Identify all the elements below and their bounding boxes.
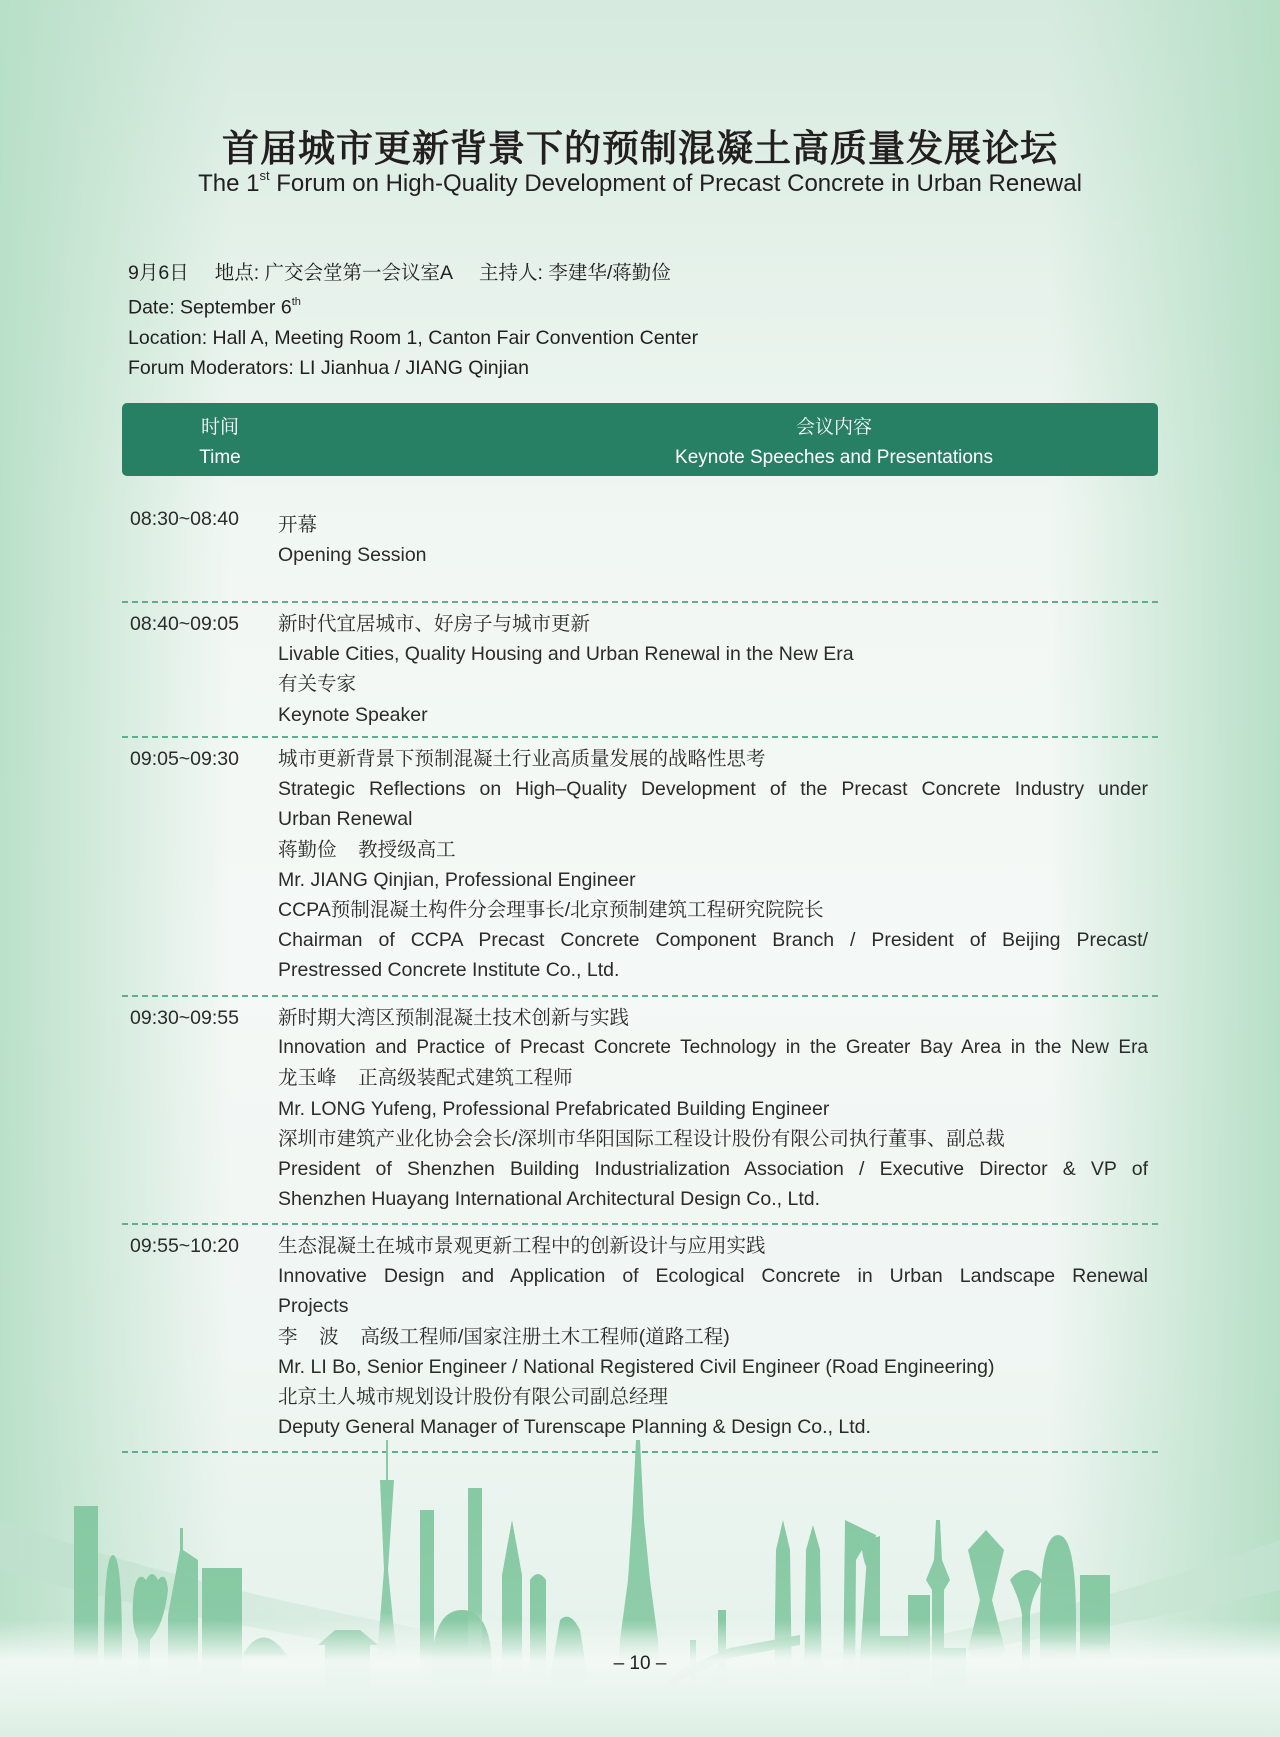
session-time: 09:05~09:30 [130, 748, 239, 770]
affiliation-en-cont: Shenzhen Huayang International Architectural Design Co., Ltd. [278, 1188, 821, 1211]
affiliation-en: President of Shenzhen Building Industrialization Association / Executive Director & VP of [278, 1158, 1148, 1181]
session-row [122, 1225, 1158, 1451]
speaker-zh: 有关专家 [278, 673, 357, 696]
session-title-en-cont: Projects [278, 1295, 349, 1318]
affiliation-en-cont: Prestressed Concrete Institute Co., Ltd. [278, 959, 620, 982]
speaker-en: Mr. JIANG Qinjian, Professional Engineer [278, 868, 636, 891]
speaker-zh: 李 波 高级工程师/国家注册土木工程师(道路工程) [278, 1325, 730, 1348]
session-row [122, 504, 1158, 601]
header-content-column [422, 413, 1246, 473]
title-en-prefix: The 1 [198, 170, 260, 197]
page-title-en [0, 170, 1280, 198]
title-en-suffix: Forum on High-Quality Development of Precast Concrete in Urban Renewal [269, 170, 1082, 197]
schedule-table-header [122, 403, 1158, 476]
header-time-column [172, 413, 268, 473]
session-title-zh: 开幕 [278, 514, 318, 536]
session-title-en: Innovative Design and Application of Ecological Concrete in Urban Landscape Renewal [278, 1265, 1148, 1288]
date-en-ordinal: th [291, 296, 301, 308]
date-en-text: Date: September 6 [128, 296, 292, 319]
event-info [128, 258, 698, 383]
location-en: Location: Hall A, Meeting Room 1, Canton Fair Convention Center [128, 326, 699, 349]
session-title-en-cont: Urban Renewal [278, 808, 413, 831]
session-title-zh: 新时期大湾区预制混凝土技术创新与实践 [278, 1007, 630, 1029]
affiliation-en: Chairman of CCPA Precast Concrete Component Branch / President of Beijing Precast/ [278, 929, 1148, 952]
affiliation-zh: CCPA预制混凝土构件分会理事长/北京预制建筑工程研究院院长 [278, 899, 824, 922]
speaker-en: Mr. LONG Yufeng, Professional Prefabricated Building Engineer [278, 1097, 830, 1120]
session-title-zh: 生态混凝土在城市景观更新工程中的创新设计与应用实践 [278, 1235, 766, 1257]
schedule-list [122, 504, 1158, 1453]
session-title-en: Livable Cities, Quality Housing and Urban Renewal in the New Era [278, 643, 854, 666]
info-row-zh [128, 258, 698, 288]
moderator-zh: 主持人: 李建华/蒋勤俭 [479, 262, 671, 284]
affiliation-zh: 深圳市建筑产业化协会会长/深圳市华阳国际工程设计股份有限公司执行董事、副总裁 [278, 1127, 1005, 1150]
session-time: 08:30~08:40 [130, 508, 239, 530]
date-zh: 9月6日 [128, 262, 189, 284]
session-title-zh: 新时代宜居城市、好房子与城市更新 [278, 613, 591, 635]
speaker-en: Mr. LI Bo, Senior Engineer / National Registered Civil Engineer (Road Engineering) [278, 1355, 995, 1378]
speaker-zh: 龙玉峰 正高级装配式建筑工程师 [278, 1067, 573, 1090]
session-row [122, 997, 1158, 1223]
session-row [122, 603, 1158, 736]
header-time-zh: 时间 [200, 417, 239, 438]
session-title-en: Strategic Reflections on High–Quality Development of the Precast Concrete Industry under [278, 778, 1148, 801]
location-zh: 地点: 广交会堂第一会议室A [214, 262, 454, 284]
page-title-zh: 首届城市更新背景下的预制混凝土高质量发展论坛 [222, 127, 1058, 170]
session-time: 09:55~10:20 [130, 1235, 239, 1257]
session-title-zh: 城市更新背景下预制混凝土行业高质量发展的战略性思考 [278, 748, 766, 770]
city-skyline-illustration [0, 1440, 1280, 1737]
header-time-en: Time [199, 447, 241, 468]
session-time: 09:30~09:55 [130, 1007, 239, 1029]
title-en-ordinal: st [259, 168, 270, 183]
session-row [122, 738, 1158, 995]
page-number: – 10 – [613, 1653, 667, 1674]
affiliation-en: Deputy General Manager of Turenscape Planning & Design Co., Ltd. [278, 1416, 871, 1439]
session-title-en: Opening Session [278, 544, 427, 567]
header-content-en: Keynote Speeches and Presentations [675, 447, 993, 468]
session-title-en: Innovation and Practice of Precast Concrete Technology in the Greater Bay Area in the New Era [278, 1037, 1148, 1059]
speaker-en: Keynote Speaker [278, 703, 428, 726]
date-en [128, 288, 698, 323]
affiliation-zh: 北京土人城市规划设计股份有限公司副总经理 [278, 1386, 669, 1409]
header-content-zh: 会议内容 [795, 417, 872, 438]
speaker-zh: 蒋勤俭 教授级高工 [278, 838, 456, 861]
session-time: 08:40~09:05 [130, 613, 239, 635]
moderators-en: Forum Moderators: LI Jianhua / JIANG Qinjian [128, 356, 529, 379]
